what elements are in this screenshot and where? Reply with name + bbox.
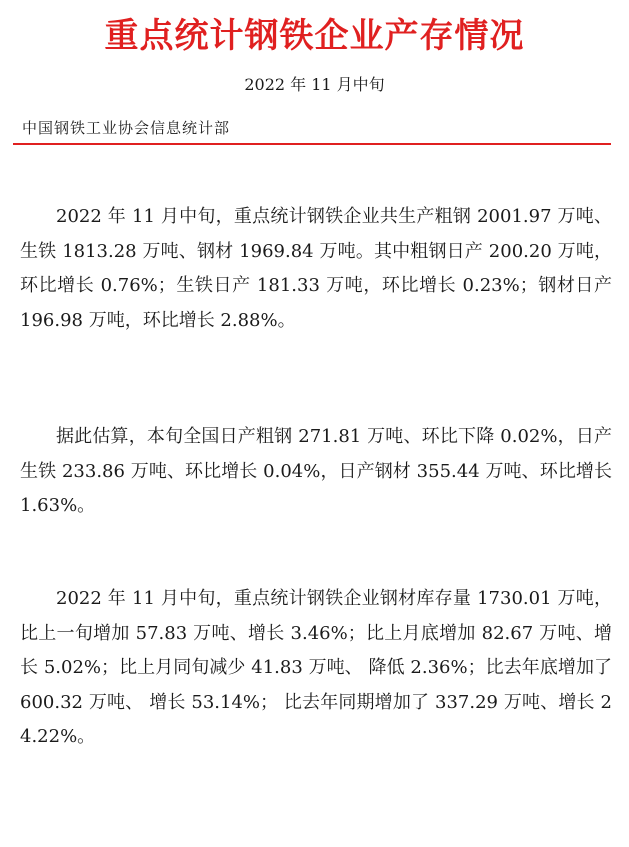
header-divider: [13, 143, 611, 145]
paragraph-national-estimate: 据此估算，本旬全国日产粗钢 271.81 万吨、环比下降 0.02%，日产生铁 233.86 万吨、环比增长 0.04%，日产钢材 355.44 万吨、环比增长 1.63%。: [20, 426, 612, 516]
report-date: 2022 年 11 月中旬: [244, 75, 385, 94]
page-title: 重点统计钢铁企业产存情况: [104, 16, 525, 56]
source-department: 中国钢铁工业协会信息统计部: [22, 119, 231, 137]
paragraph-production: 2022 年 11 月中旬，重点统计钢铁企业共生产粗钢 2001.97 万吨、生铁 1813.28 万吨、钢材 1969.84 万吨。其中粗钢日产 200.20 万吨，环比增长 0.76%；生铁日产 181.33 万吨，环比增长 0.23%；钢材日产 196.98 万吨，环比增长 2.88%。: [20, 206, 612, 331]
paragraph-inventory: 2022 年 11 月中旬，重点统计钢铁企业钢材库存量 1730.01 万吨，比上一旬增加 57.83 万吨、增长 3.46%；比上月底增加 82.67 万吨、增长 5.02%；比上月同旬减少 41.83 万吨、 降低 2.36%；比去年底增加了 600.32 万吨、 增长 53.14%； 比去年同期增加了 337.29 万吨、增长 24.22%。: [20, 588, 612, 747]
